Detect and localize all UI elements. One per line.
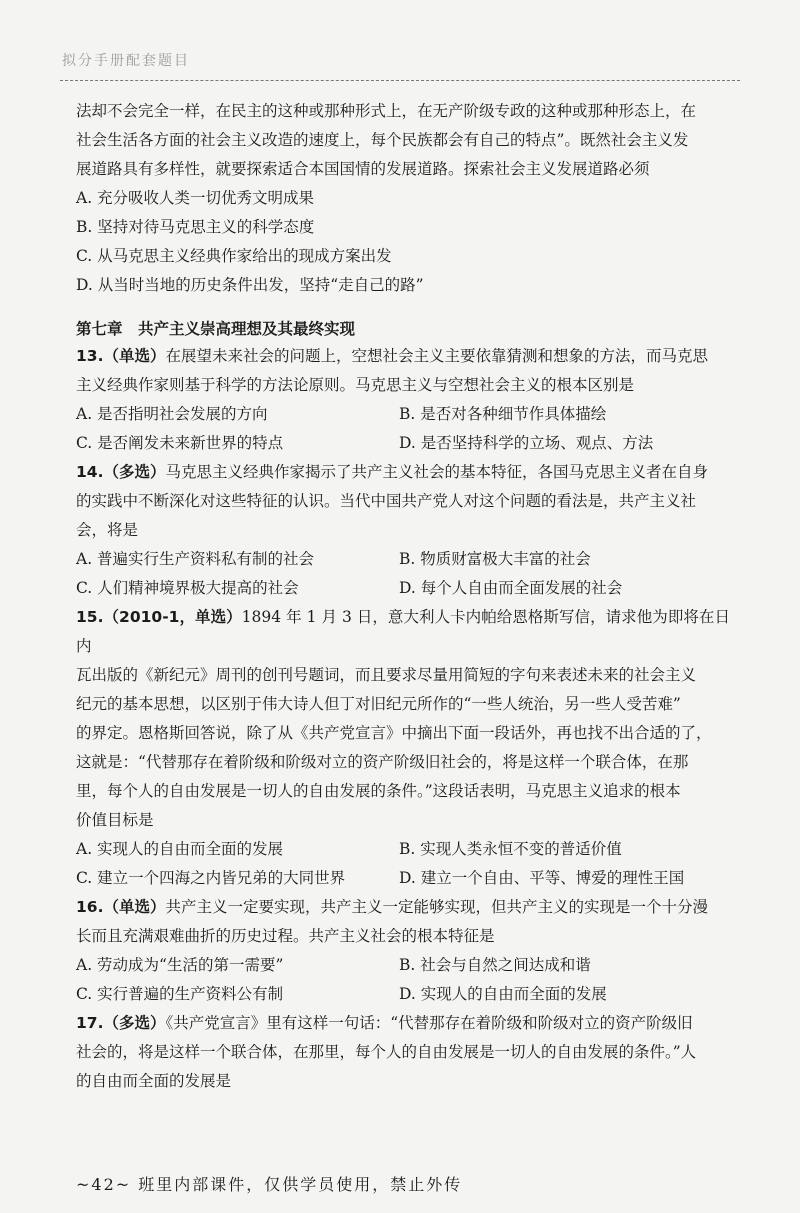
option-a: A. 普遍实行生产资料私有制的社会	[76, 550, 315, 568]
text-line: 在展望未来社会的问题上，空想社会主义主要依靠猜测和想象的方法，而马克思	[165, 347, 708, 365]
option-a: A. 是否指明社会发展的方向	[76, 405, 268, 423]
question-number: 14.（多选）	[76, 463, 166, 481]
option-d: D. 实现人的自由而全面的发展	[399, 985, 607, 1003]
text-line: 这就是：“代替那存在着阶级和阶级对立的资产阶级旧社会的，将是这样一个联合体，在那	[76, 753, 689, 771]
text-line: 长而且充满艰难曲折的历史过程。共产主义社会的根本特征是	[76, 927, 495, 945]
question-number: 13.（单选）	[76, 347, 166, 365]
option-c: C. 从马克思主义经典作家给出的现成方案出发	[76, 247, 392, 265]
text-line: 的界定。恩格斯回答说，除了从《共产党宣言》中摘出下面一段话外，再也找不出合适的了，	[76, 724, 712, 742]
option-b: B. 实现人类永恒不变的普适价值	[399, 840, 622, 858]
text-line: 会，将是	[76, 521, 139, 539]
question-17	[76, 1009, 730, 1096]
option-b: B. 是否对各种细节作具体描绘	[399, 405, 607, 423]
option-c: C. 实行普遍的生产资料公有制	[76, 985, 284, 1003]
option-a: A. 充分吸收人类一切优秀文明成果	[76, 189, 315, 207]
option-a: A. 实现人的自由而全面的发展	[76, 840, 284, 858]
option-d: D. 从当时当地的历史条件出发，坚持“走自己的路”	[76, 276, 424, 294]
page-content	[76, 97, 730, 1096]
option-b: B. 社会与自然之间达成和谐	[399, 956, 591, 974]
text-line: 马克思主义经典作家揭示了共产主义社会的基本特征，各国马克思主义者在自身	[165, 463, 708, 481]
text-line: 的自由而全面的发展是	[76, 1072, 232, 1090]
question-number: 16.（单选）	[76, 898, 166, 916]
text-line: 主义经典作家则基于科学的方法论原则。马克思主义与空想社会主义的根本区别是	[76, 376, 635, 394]
question-15	[76, 603, 730, 893]
text-line: 共产主义一定要实现，共产主义一定能够实现，但共产主义的实现是一个十分漫	[165, 898, 708, 916]
option-c: C. 是否阐发未来新世界的特点	[76, 434, 284, 452]
header-divider	[60, 80, 740, 81]
running-header: 拟分手册配套题目	[62, 53, 190, 69]
text-line: 里，每个人的自由发展是一切人的自由发展的条件。”这段话表明，马克思主义追求的根本	[76, 782, 681, 800]
text-line: 价值目标是	[76, 811, 154, 829]
question-13	[76, 342, 730, 458]
option-c: C. 建立一个四海之内皆兄弟的大同世界	[76, 869, 346, 887]
text-line: 法却不会完全一样，在民主的这种或那种形式上，在无产阶级专政的这种或那种形态上，在	[76, 102, 697, 120]
question-number: 15.（2010-1，单选）	[76, 608, 242, 626]
option-d: D. 每个人自由而全面发展的社会	[399, 579, 623, 597]
text-line: 社会的，将是这样一个联合体，在那里，每个人的自由发展是一切人的自由发展的条件。”人	[76, 1043, 697, 1061]
text-line: 纪元的基本思想，以区别于伟大诗人但丁对旧纪元所作的“一些人统治，另一些人受苦难”	[76, 695, 681, 713]
text-line: 《共产党宣言》里有这样一句话：“代替那存在着阶级和阶级对立的资产阶级旧	[165, 1014, 693, 1032]
option-d: D. 建立一个自由、平等、博爱的理性王国	[399, 869, 685, 887]
text-line: 瓦出版的《新纪元》周刊的创刊号题词，而且要求尽量用简短的字句来表述未来的社会主义	[76, 666, 697, 684]
question-number: 17.（多选）	[76, 1014, 166, 1032]
question-14	[76, 458, 730, 603]
page-footer: ~42~ 班里内部课件，仅供学员使用，禁止外传	[76, 1175, 463, 1194]
chapter-heading: 第七章 共产主义崇高理想及其最终实现	[76, 320, 356, 338]
text-line: 的实践中不断深化对这些特征的认识。当代中国共产党人对这个问题的看法是，共产主义社	[76, 492, 697, 510]
option-b: B. 物质财富极大丰富的社会	[399, 550, 591, 568]
text-line: 社会生活各方面的社会主义改造的速度上，每个民族都会有自己的特点”。既然社会主义发	[76, 131, 689, 149]
question-16	[76, 893, 730, 1009]
option-b: B. 坚持对待马克思主义的科学态度	[76, 218, 315, 236]
option-d: D. 是否坚持科学的立场、观点、方法	[399, 434, 654, 452]
text-line: 1894 年 1 月 3 日，意大利人卡内帕给恩格斯写信，请求他为即将在日内	[76, 608, 730, 655]
option-a: A. 劳动成为“生活的第一需要”	[76, 956, 284, 974]
option-c: C. 人们精神境界极大提高的社会	[76, 579, 299, 597]
text-line: 展道路具有多样性，就要探索适合本国国情的发展道路。探索社会主义发展道路必须	[76, 160, 650, 178]
intro-question	[76, 97, 730, 300]
